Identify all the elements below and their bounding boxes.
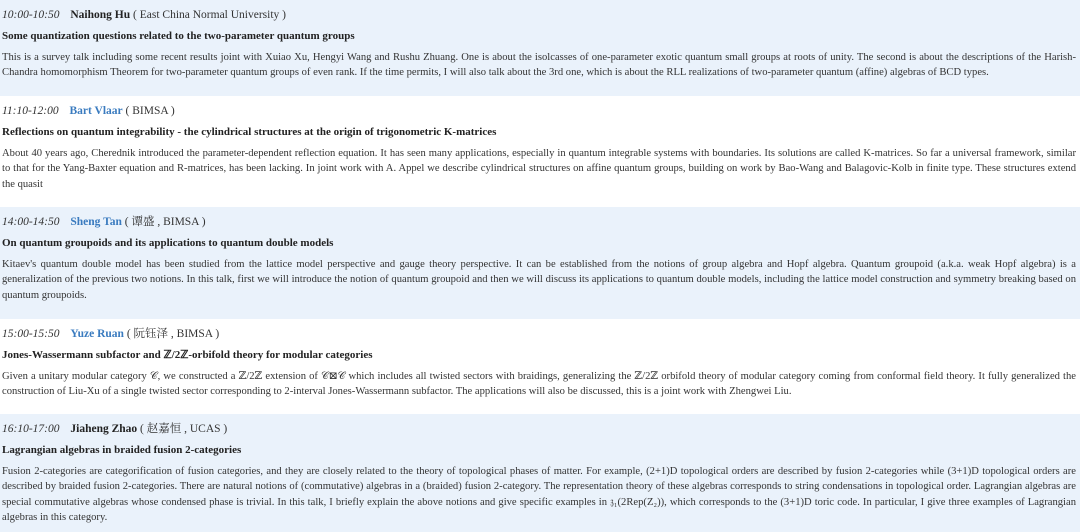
talk-abstract: About 40 years ago, Cherednik introduced the parameter-dependent reflection equation. It has seen many applications, especially in quantum integrable systems with boundaries. Its solutions are called K-matrices. So far a universal framework, similar to that for the Yang-Baxter equation and R-matrices, has been lacking. In joint work with A. Appel we describe cylindrical structures on affine quantum groups, building on work by Bao-Wang and Balagovic-Kolb in finite type. These structures extend the quasit [2,148,1076,190]
talk-abstract: Given a unitary modular category 𝒞, we constructed a ℤ/2ℤ extension of 𝒞⊠𝒞 which includes all twisted sectors with braidings, generalizing the ℤ/2ℤ orbifold theory of modular category coming from conformal field theory. It fully generalized the construction of Liu-Xu of a single twisted sector corresponding to 2-interval Jones-Wassermann subfactor. The applications will also be discussed, this is a joint work with Zhengwei Liu. [2,371,1076,398]
talk-entry [0,207,1080,319]
talk-header [2,421,1076,437]
talk-entry [0,414,1080,532]
talk-time: 10:00-10:50 [2,9,60,21]
talk-title: Some quantization questions related to the two-parameter quantum groups [2,30,355,42]
speaker-affiliation: ( 阮钰泽 , BIMSA ) [126,328,220,340]
talk-entry [0,319,1080,414]
talk-abstract: Kitaev's quantum double model has been studied from the lattice model perspective and gauge theory perspective. It can be established from the notions of group algebra and Hopf algebra. Quantum groupoid (a.k.a. weak Hopf algebra) is a generalization of the previous two notions. In this talk, first we will introduce the notion of quantum groupoid and then we will discuss its applications to quantum double models, including the lattice model construction and symmetry breaking based on quantum groupoids. [2,259,1076,301]
talk-title: Jones-Wassermann subfactor and ℤ/2ℤ-orbifold theory for modular categories [2,349,373,361]
talk-time: 16:10-17:00 [2,423,60,435]
talk-header [2,7,1076,23]
talk-entry [0,0,1080,96]
speaker-affiliation: ( BIMSA ) [125,105,175,117]
talk-abstract: This is a survey talk including some recent results joint with Xuiao Xu, Hengyi Wang and Rushu Zhuang. One is about the isolcasses of one-parameter exotic quantum small groups at roots of unity. The second is about the descriptions of the Harish-Chandra homomorphism Theorem for two-parameter quantum groups of even rank. If the time permits, I will also talk about the 3rd one, which is about the RLL realizations of two-parameter quantum (affine) algebras of BCD types. [2,52,1076,79]
talk-time: 11:10-12:00 [2,105,59,117]
speaker-link[interactable]: Bart Vlaar [69,105,123,117]
talk-header [2,103,1076,119]
speaker-affiliation: ( 赵嘉恒 , UCAS ) [140,423,228,435]
talk-time: 15:00-15:50 [2,328,60,340]
speaker-name: Jiaheng Zhao [70,423,138,435]
talk-header [2,214,1076,230]
talk-time: 14:00-14:50 [2,216,60,228]
talk-abstract: Fusion 2-categories are categorification of fusion categories, and they are closely related to the theory of topological phases of matter. For example, (2+1)D topological orders are described by fusion 2-categories while (3+1)D topological orders are described by braided fusion 2-categories. There are natural notions of (commutative) algebras in a (braided) fusion 2-category. The representation theory of these algebras corresponds to string condensations in topological order. Lagrangian algebras are special commutative algebras whose condensed phase is trivial. In this talk, I briefly explain the above notions and give specific examples in 𝔷₁(2Rep(Z₂)), which corresponds to the (3+1)D toric code. In particular, I give three examples of Lagrangian algebras in this category. [2,466,1076,524]
speaker-link[interactable]: Yuze Ruan [70,328,124,340]
talk-entry [0,96,1080,207]
talk-title: Reflections on quantum integrability - the cylindrical structures at the origin of trigonometric K-matrices [2,126,497,138]
speaker-link[interactable]: Sheng Tan [70,216,122,228]
talk-title: On quantum groupoids and its applications to quantum double models [2,237,334,249]
speaker-affiliation: ( 谭盛 , BIMSA ) [124,216,206,228]
speaker-affiliation: ( East China Normal University ) [133,9,286,21]
talk-header [2,326,1076,342]
talk-title: Lagrangian algebras in braided fusion 2-categories [2,444,242,456]
speaker-name: Naihong Hu [70,9,131,21]
